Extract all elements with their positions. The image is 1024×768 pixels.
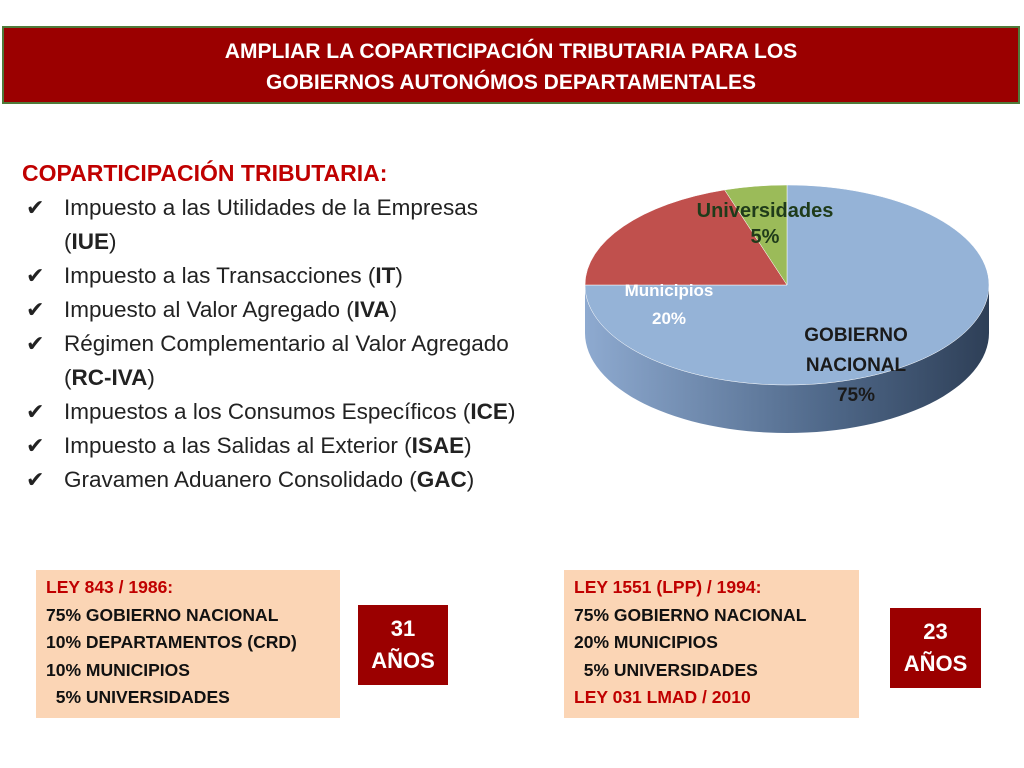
law-1551-title: LEY 1551 (LPP) / 1994: <box>574 577 762 597</box>
label-municipios-name: Municipios <box>624 281 714 300</box>
law-843-line: 10% MUNICIPIOS <box>46 659 190 680</box>
law-1551-line: 75% GOBIERNO NACIONAL <box>574 604 807 625</box>
item-text: ( <box>64 229 72 254</box>
title-line-2: GOBIERNOS AUTONÓMOS DEPARTAMENTALES <box>265 71 756 94</box>
item-text: Gravamen Aduanero Consolidado ( <box>64 467 417 492</box>
list-item <box>22 395 582 429</box>
checkmark-icon: ✔ <box>26 297 45 322</box>
title-banner <box>2 26 1020 104</box>
label-gobierno-value: 75% <box>836 385 876 406</box>
law-031-line: LEY 031 LMAD / 2010 <box>574 687 751 707</box>
title-line-1: AMPLIAR LA COPARTICIPACIÓN TRIBUTARIA PARA LOS <box>224 40 798 63</box>
checkmark-icon: ✔ <box>26 467 45 492</box>
item-text: Impuesto a las Salidas al Exterior ( <box>64 433 412 458</box>
item-text: Impuesto al Valor Agregado ( <box>64 297 354 322</box>
tax-list <box>22 160 582 497</box>
item-code: ISAE <box>411 433 465 458</box>
list-item <box>22 429 582 463</box>
checkmark-icon: ✔ <box>26 331 45 356</box>
checkmark-icon: ✔ <box>26 433 45 458</box>
item-text: ( <box>64 365 72 390</box>
item-text: Impuesto a las Utilidades de la Empresas <box>64 195 478 220</box>
label-gobierno <box>781 321 931 411</box>
law-1551-box <box>564 570 859 718</box>
item-text: ) <box>466 467 475 492</box>
item-text: ) <box>395 263 403 288</box>
list-item <box>22 191 582 259</box>
label-municipios-value: 20% <box>651 309 687 328</box>
label-municipios <box>613 277 725 333</box>
years-unit: AÑOS <box>903 651 968 676</box>
list-item <box>22 293 582 327</box>
checkmark-icon: ✔ <box>26 263 45 288</box>
law-843-line: 10% DEPARTAMENTOS (CRD) <box>46 632 297 652</box>
label-universidades-value: 5% <box>750 226 780 248</box>
years-unit: AÑOS <box>371 648 435 673</box>
item-text: Régimen Complementario al Valor Agregado <box>64 331 509 356</box>
label-universidades-name: Universidades <box>696 200 834 222</box>
law-1551-line: 20% MUNICIPIOS <box>574 632 718 652</box>
years-badge-31 <box>358 605 448 685</box>
checkmark-icon: ✔ <box>26 195 45 220</box>
item-text: Impuesto a las Transacciones ( <box>64 263 376 288</box>
item-code: ICE <box>470 399 508 424</box>
item-text: ) <box>507 399 516 424</box>
pie-chart <box>575 185 1005 495</box>
item-text: ) <box>464 433 472 458</box>
law-843-line: 75% GOBIERNO NACIONAL <box>46 604 279 625</box>
item-text: Impuestos a los Consumos Específicos ( <box>64 399 471 424</box>
item-code: RC-IVA <box>71 365 148 390</box>
item-text: ) <box>147 365 155 390</box>
label-gobierno-line2: NACIONAL <box>805 355 907 376</box>
law-843-title: LEY 843 / 1986: <box>46 577 174 597</box>
list-item <box>22 327 582 395</box>
list-heading: COPARTICIPACIÓN TRIBUTARIA: <box>22 160 388 186</box>
label-universidades <box>675 198 855 250</box>
item-code: GAC <box>416 467 467 492</box>
item-text: ) <box>389 297 398 322</box>
law-843-box <box>36 570 340 718</box>
item-code: IUE <box>71 229 110 254</box>
item-code: IVA <box>353 297 390 322</box>
checkmark-icon: ✔ <box>26 399 45 424</box>
years-badge-23 <box>890 608 981 688</box>
law-843-line: 5% UNIVERSIDADES <box>46 687 230 707</box>
label-gobierno-line1: GOBIERNO <box>804 325 908 346</box>
law-1551-line: 5% UNIVERSIDADES <box>574 659 758 680</box>
years-number: 23 <box>923 619 948 644</box>
list-item <box>22 463 582 497</box>
list-item <box>22 259 582 293</box>
item-text: ) <box>109 229 117 254</box>
years-number: 31 <box>390 616 416 641</box>
item-code: IT <box>375 263 396 288</box>
